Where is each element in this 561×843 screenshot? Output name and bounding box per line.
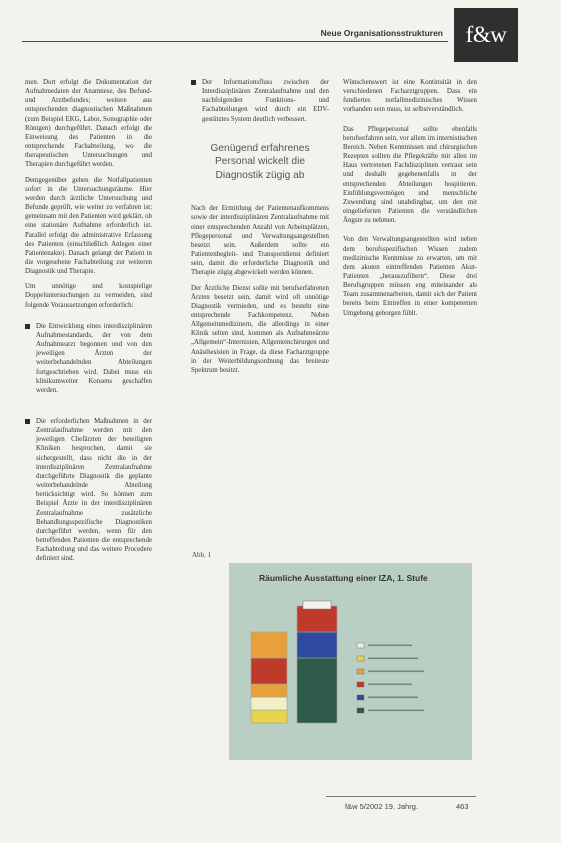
stack-1-segment-3 <box>251 684 287 697</box>
bullet-square-icon <box>25 324 30 329</box>
col1-paragraph-1: men. Dort erfolgt die Dokumentation der Aufnahmedaten der Anamnese, des Befund- und Arztbefundes; weitere aus entsprechenden diagnostischen Maßnahmen (zum Beispiel EKG, Labor, Sonographie oder Röntgen) durchgeführt. Danach erfolgt die Einweisung des Patienten in die entsprechende Fachabteilung, wo die therapeutischen Untersuchungen und Therapien durchgeführt werden. <box>25 79 152 169</box>
legend-label-line-3 <box>368 671 424 673</box>
legend-label-line-2 <box>368 658 418 660</box>
col3-paragraph-3: Von den Verwaltungsangestellten wird neben dem berufsspezifischen Wissen zudem medizinische Kenntnisse zu erwarten, um mit dem akuten eintreffenden Patienten Akut-Patienten „herauszufiltern“. Diese drei Berufsgruppen müssen eng miteinander als Team zusammenarbeiten, damit sich der Patient bereits beim Eintreffen in einer kompetenten Umgebung geborgen fühlt. <box>343 236 477 317</box>
col3-paragraph-1: Wünschenswert ist eine Kontinuität in den verschiedenen Facharztgruppen. Dass ein fundiertes notfallmedizinisches Wissen vorhanden sein muss, ist selbstverständlich. <box>343 79 477 114</box>
col1-bullet-1-text: Die Entwicklung eines interdisziplinären Aufnahmestandards, der von dem Aufnahmearzt begonnen und von den jeweiligen Ärzten der weiterbehandelnden Abteilungen fortgeschrieben wird. Dabei muss ein klinikumweiter Konsens geschaffen werden. <box>36 322 152 394</box>
bullet-square-icon <box>25 419 30 424</box>
stack-2-header-tab <box>303 601 331 609</box>
pull-quote: Genügend erfahrenes Personal wickelt die Diagnostik zügig ab <box>210 142 310 181</box>
stack-1-segment-4 <box>251 658 287 684</box>
stack-1-segment-2 <box>251 697 287 710</box>
legend-swatch-6 <box>357 708 364 713</box>
col2-paragraph-1: Nach der Ermittlung der Patientenaufkommens sowie der interdisziplinären Zentralaufnahme mit einer entsprechenden Anzahl von Arbeitsplätzen, Pflegepersonal und Verwaltungsangestellten besetzt sein. Außerdem sollte ein Patientenbegleit- und Transportdienst definiert sein, damit die erforderliche Diagnostik und Therapie zügig abgewickelt werden können. <box>191 205 329 277</box>
journal-issue: f&w 5/2002 19. Jahrg. <box>345 802 418 811</box>
col2-bullet-1-text: Der Informationsfluss zwischen der Interdisziplinären Zentralaufnahme und den nachfolgenden Funktions- und Fachabteilungen wird durch ein EDV-gestütztes System deutlich verbessert. <box>202 79 329 123</box>
legend-swatch-3 <box>357 669 364 674</box>
figure-panel <box>229 563 472 760</box>
header-rule <box>22 41 448 42</box>
chart-title: Räumliche Ausstattung einer IZA, 1. Stufe <box>259 573 428 583</box>
legend-label-line-5 <box>368 697 418 699</box>
figure-label: Abb. 1 <box>192 551 212 559</box>
chart <box>229 563 472 760</box>
legend-label-line-6 <box>368 710 424 712</box>
stack-2-segment-1 <box>297 658 337 723</box>
stack-2-segment-3 <box>297 606 337 632</box>
stack-2-segment-2 <box>297 632 337 658</box>
col1-paragraph-2: Demgegenüber gehen die Notfallpatienten sofort in die Untersuchungsräume. Hier werden durch ärztliche Untersuchung und Befunde geprüft, wie weiter zu verfahren ist; gemeinsam mit den Patienten wird geklärt, ob eine stationäre Aufnahme erforderlich ist. Parallel erfolgt die administrative Erfassung des Patienten (einschließlich Anlegen einer Patientenakte). Danach gelangt der Patient in die vorgesehene Fachabteilung zur weiteren Diagnostik und Therapie. <box>25 176 152 276</box>
legend-swatch-5 <box>357 695 364 700</box>
col2-bullet-1 <box>191 78 329 124</box>
legend-label-line-4 <box>368 684 412 686</box>
journal-logo: f&w <box>454 8 518 62</box>
col1-paragraph-3: Um unnötige und kostspielige Doppeluntersuchungen zu vermeiden, sind folgende Voraussetzungen erforderlich: <box>25 283 152 309</box>
column-1 <box>25 78 152 570</box>
col1-bullet-2 <box>25 417 152 564</box>
legend-swatch-2 <box>357 656 364 661</box>
col3-paragraph-2: Das Pflegepersonal sollte ebenfalls berufserfahren sein, vor allem im internistischen Bereich. Neben Kenntnissen und chirurgischen Rezepten sollten die Pflegekräfte mit allen im Haus vertretenen Fachdisziplinen vertraut sein und deshalb gegebenenfalls in der entsprechenden Abteilungen hospitieren. Einfühlungsvermögen und menschliche Zuwendung sind unabdingbar, um den mit eingelieferten Patienten die verständlichen Ängste zu nehmen. <box>343 125 477 225</box>
legend-swatch-1 <box>357 643 364 648</box>
footer-rule <box>326 796 476 797</box>
stack-1-segment-5 <box>251 632 287 658</box>
col1-bullet-1 <box>25 322 152 395</box>
legend-label-line-1 <box>368 645 412 647</box>
col1-bullet-2-text: Die erforderlichen Maßnahmen in der Zentralaufnahme werden mit den jeweiligen Chefärzten der beteiligten Kliniken besprochen, damit sie sichergestellt, dass nicht die in der interdisziplinären Zentralaufnahme durchgeführte Diagnostik die geplante weiterbehandelnde Abteilung berücksichtigt wird. So können zum Beispiel Ärzte in der interdisziplinären Zentralaufnahme zusätzliche Behandlungsspezifische Diagnostiken durchgeführt werden, wenn für den betreffenden Patienten die entsprechende Fachabteilung und das weitere Procedere definiert sind. <box>36 418 152 563</box>
legend-swatch-4 <box>357 682 364 687</box>
bullet-square-icon <box>191 80 196 85</box>
section-title: Neue Organisationsstrukturen <box>320 28 443 38</box>
page-number: 463 <box>456 802 469 811</box>
col2-paragraph-2: Der Ärztliche Dienst sollte mit berufserfahrenen Ärzten besetzt sein, damit wird oft unnötige Diagnostik vermieden, und es besteht eine entsprechende Fachkompetenz. Neben Allgemeinmedizinern, die allerdings in einer Klinik selten sind, kommen als Aufnahmeärzte „Allgemein“-Internisten, Allgemeinchirurgen und Anästhesisten in Frage, da diese Facharztgruppe in der Weiterbildungsordnung das breiteste Spektrum besitzt. <box>191 284 329 374</box>
stack-1-segment-1 <box>251 710 287 723</box>
column-3 <box>343 78 477 324</box>
column-2 <box>191 78 329 381</box>
